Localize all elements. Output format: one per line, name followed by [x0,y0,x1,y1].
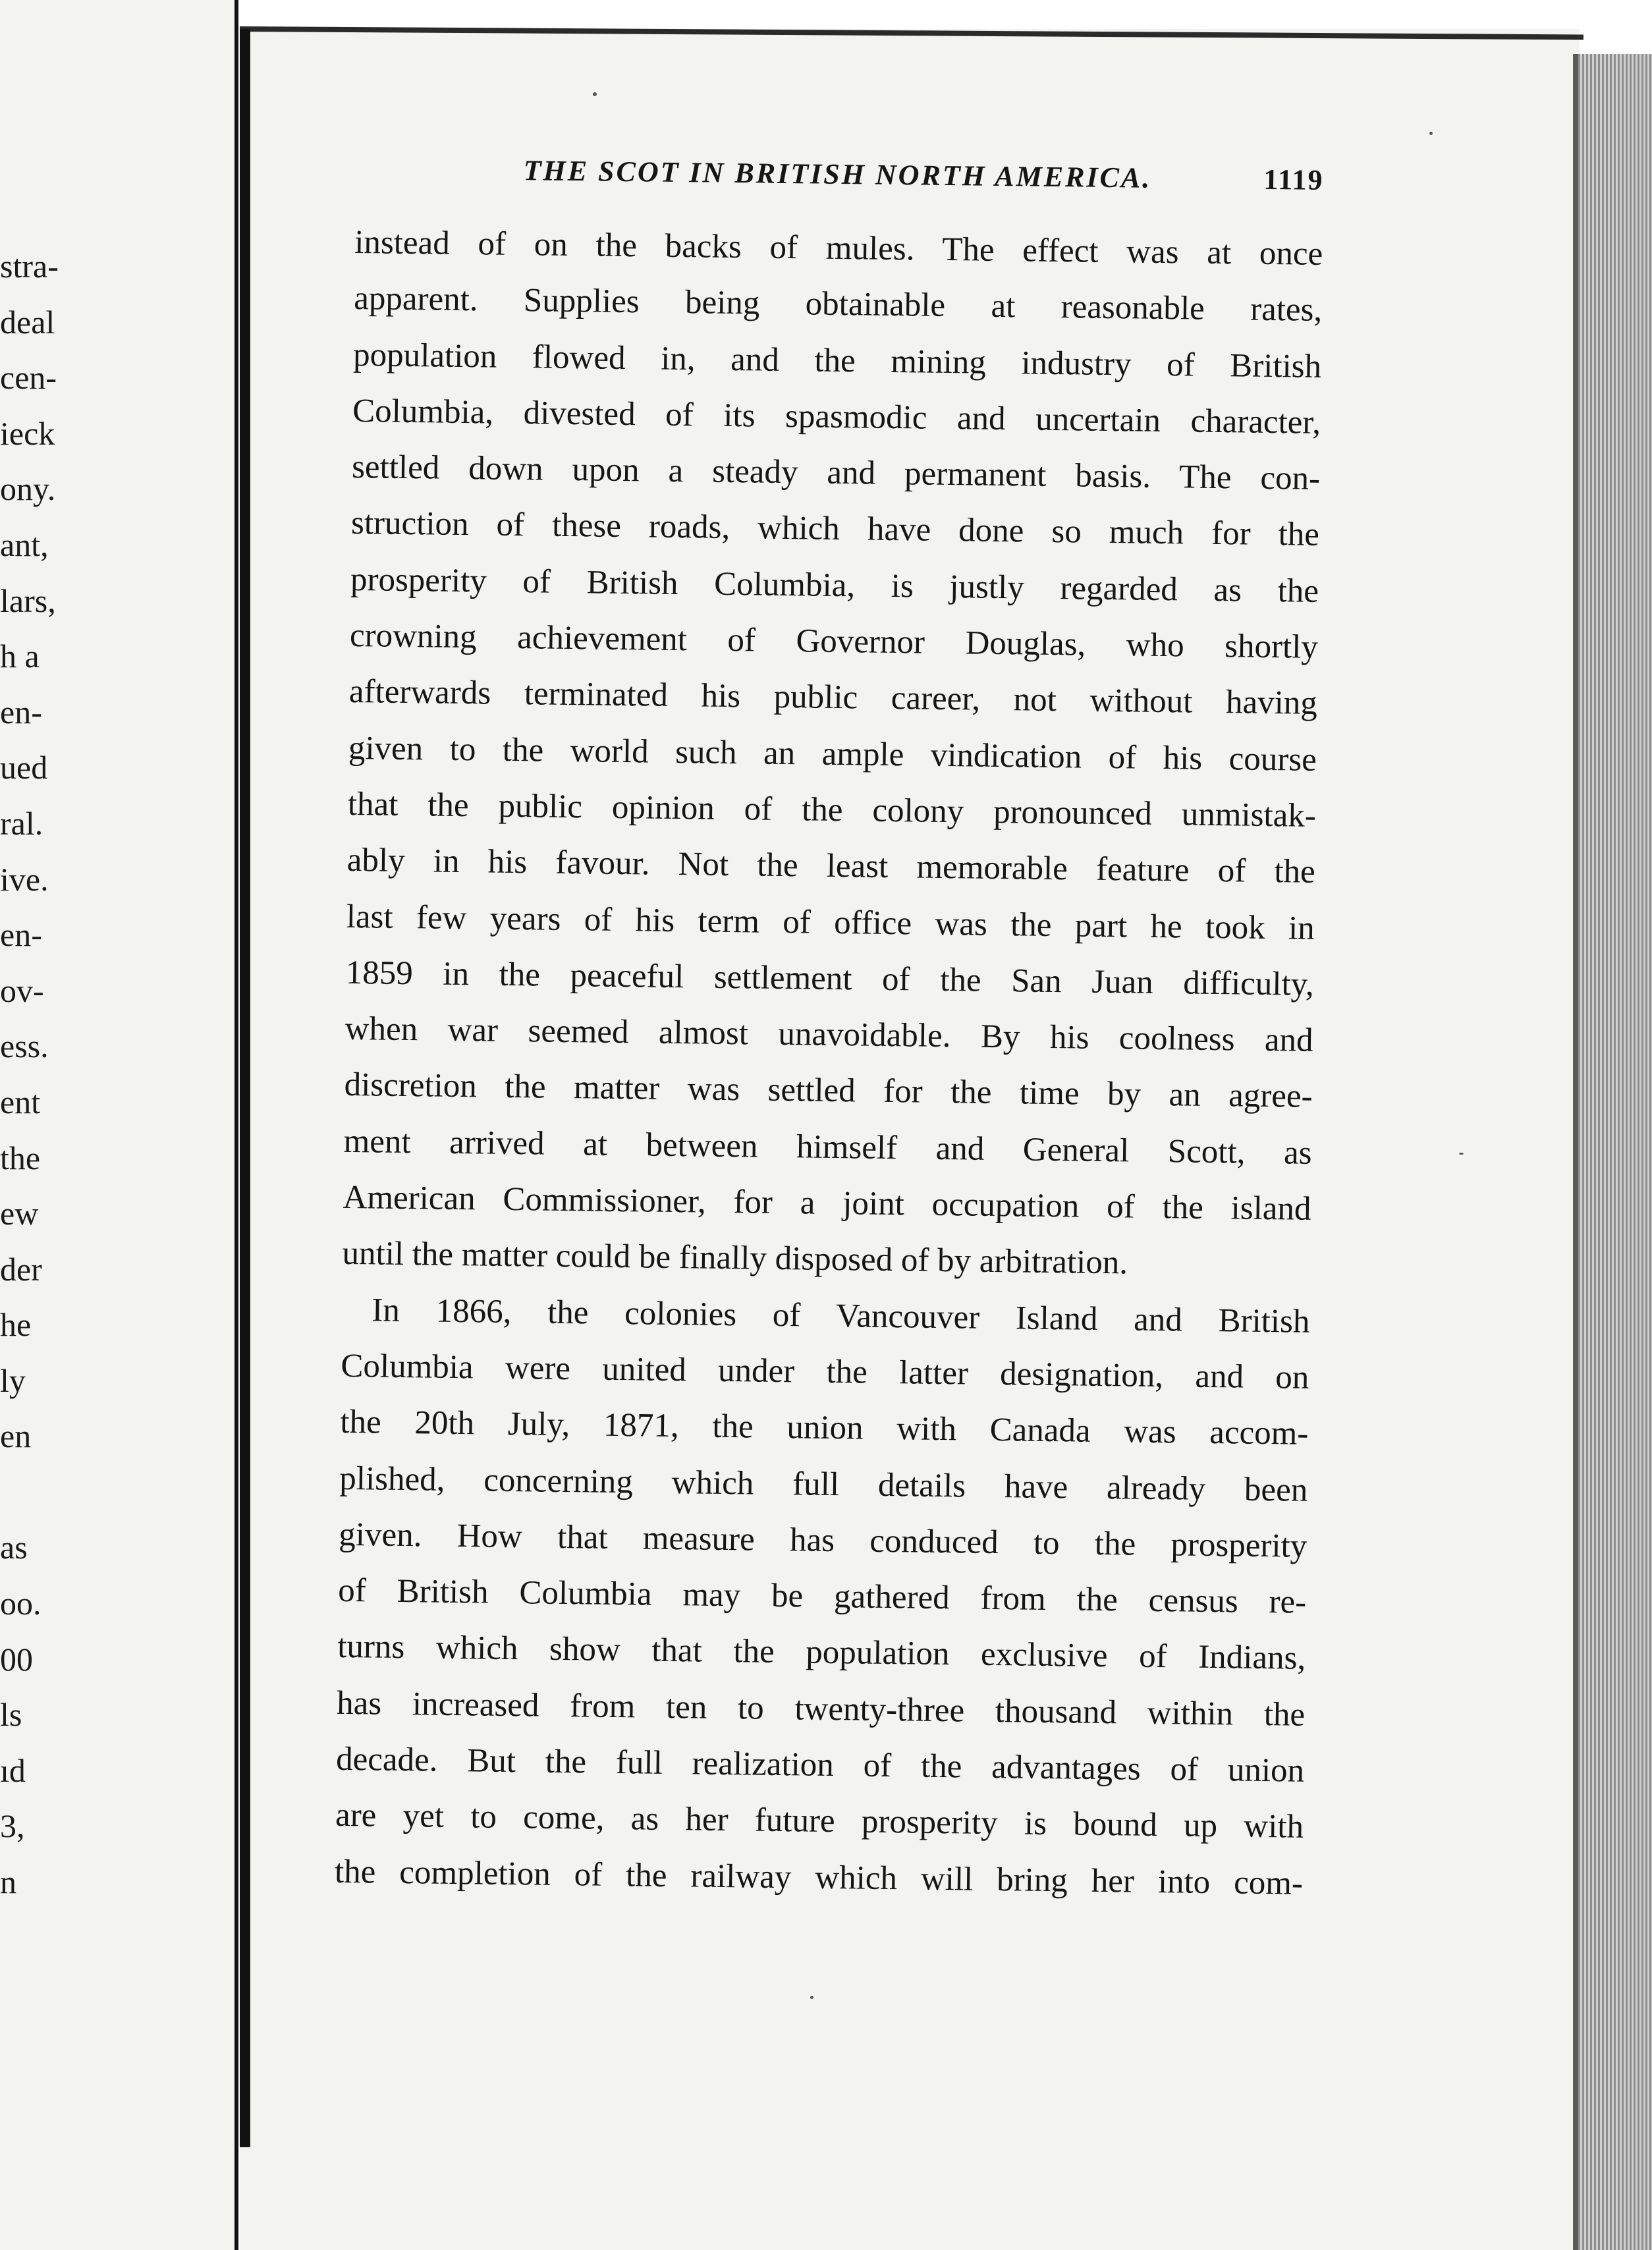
facing-line-fragment: ly [0,1361,26,1399]
text-line: that the public opinion of the colony pronounced unmistak- [347,785,1317,835]
facing-line-fragment: as [0,1529,28,1566]
facing-line-fragment: der [0,1250,42,1288]
facing-line-fragment: en [0,1417,32,1455]
page-number: 1119 [1263,163,1324,196]
facing-line-fragment: 3, [0,1807,25,1845]
text-line: afterwards terminated his public career, not without having [348,673,1318,723]
facing-page-fragment [0,0,237,2250]
facing-line-fragment: en- [0,693,42,730]
page-content [335,151,1324,1912]
text-line: Columbia, divested of its spasmodic and uncertain character, [352,392,1321,441]
text-line: until the matter could be finally disposed of by arbitration. [342,1235,1128,1282]
text-line: Columbia were united under the latter designation, and on [341,1347,1309,1396]
text-line: the 20th July, 1871, the union with Canada was accom- [340,1404,1309,1453]
facing-line-fragment: ieck [0,414,55,452]
text-line: ment arrived at between himself and General Scott, as [343,1122,1312,1172]
facing-line-fragment: stra- [0,248,59,285]
text-line: In 1866, the colonies of Vancouver Island and British [372,1292,1310,1340]
facing-line-fragment: he [0,1306,32,1344]
facing-line-fragment: lars, [0,582,56,619]
text-line: ably in his favour. Not the least memorable feature of the [346,842,1316,891]
text-line: turns which show that the population exclusive of Indians, [337,1628,1306,1678]
text-line: given to the world such an ample vindication of his course [348,729,1317,779]
text-line: the completion of the railway which will bring her into com- [334,1853,1304,1902]
facing-line-fragment: ov- [0,972,44,1009]
facing-line-fragment: the [0,1139,41,1176]
text-line: plished, concerning which full details have already been [339,1460,1308,1509]
facing-line-fragment: oo. [0,1585,41,1622]
facing-line-fragment: ive. [0,860,49,898]
facing-line-fragment: ent [0,1083,41,1120]
ink-speck [810,1996,813,1999]
page-edges-stack [1578,54,1652,2250]
facing-line-fragment: en- [0,916,42,954]
facing-line-fragment: cen- [0,359,57,397]
running-head [355,151,1324,223]
ink-speck [1429,132,1433,135]
facing-line-fragment: 00 [0,1640,33,1678]
facing-line-fragment: ant, [0,526,49,563]
text-line: population flowed in, and the mining industry of British [352,336,1322,385]
text-line: apparent. Supplies being obtainable at reasonable rates, [353,280,1323,329]
ink-speck [1459,1153,1464,1155]
facing-line-fragment: ess. [0,1028,49,1065]
text-line: of British Columbia may be gathered from the census re- [337,1572,1307,1621]
facing-line-fragment: deal [0,303,55,341]
text-line: discretion the matter was settled for the time by an agree- [344,1066,1313,1116]
spine-shadow-rule [240,29,250,2147]
text-line: settled down upon a steady and permanent basis. The con- [351,449,1321,498]
body-text [335,215,1323,1912]
text-line: decade. But the full realization of the advantages of union [335,1740,1305,1790]
facing-page-text-column [0,238,79,1910]
facing-line-fragment: ıd [0,1751,26,1789]
facing-line-fragment: ls [0,1696,22,1734]
text-line: given. How that measure has conduced to the prosperity [339,1516,1308,1565]
text-line: American Commissioner, for a joint occupation of the island [343,1178,1311,1228]
ink-speck [593,92,597,96]
text-line: prosperity of British Columbia, is justly regarded as the [350,561,1319,610]
facing-line-fragment: ony. [0,470,56,508]
text-line: struction of these roads, which have done so much for the [350,505,1320,554]
text-line: instead of on the backs of mules. The effect was at once [354,223,1323,273]
facing-line-fragment: n [0,1863,16,1901]
text-line: when war seemed almost unavoidable. By his coolness and [344,1010,1313,1060]
text-line: has increased from ten to twenty-three thousand within the [336,1684,1306,1734]
text-line: 1859 in the peaceful settlement of the San Juan difficulty, [345,954,1314,1003]
text-line: last few years of his term of office was the part he took in [346,898,1315,947]
facing-line-fragment: h a [0,638,40,675]
text-line: are yet to come, as her future prosperity is bound up with [335,1797,1304,1846]
facing-line-fragment: ral. [0,804,43,842]
facing-line-fragment: ued [0,749,48,786]
text-line: crowning achievement of Governor Douglas, who shortly [349,617,1319,666]
facing-line-fragment: ew [0,1195,39,1232]
running-title: THE SCOT IN BRITISH NORTH AMERICA. [523,154,1152,194]
